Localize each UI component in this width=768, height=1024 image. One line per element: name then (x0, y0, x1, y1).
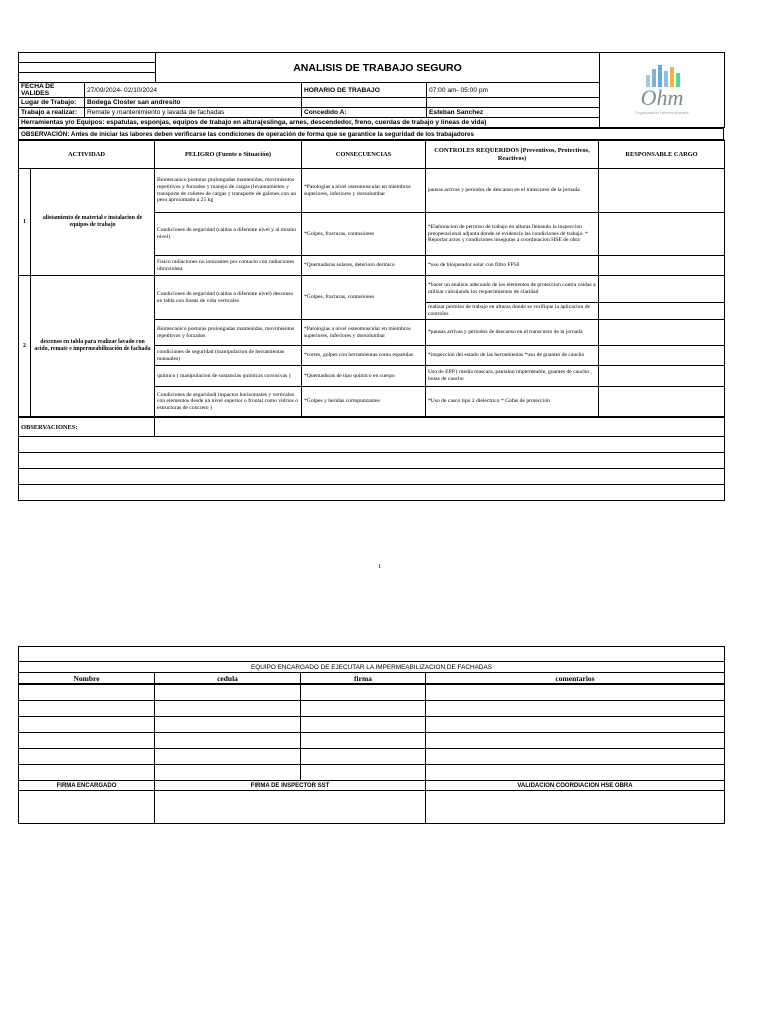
ohm-logo-icon (616, 61, 708, 117)
concedido-value: Esteban Sanchez (427, 108, 600, 118)
responsable-cell (599, 303, 725, 320)
col-nombre: Nombre (19, 673, 155, 685)
peligro-cell: Biomecanico posturas prolongadas mantenidas, movimientos repetitivos y forzados y manejo de cargas (levantamiento y transporte de cuñetes de cargas y transporte de galones con un peso aproximado a 25 kg (155, 169, 302, 213)
responsable-cell (599, 256, 725, 276)
lugar-value: Bodega Closter san andresito (85, 98, 302, 108)
col-cedula: cedula (155, 673, 301, 685)
activity-number: 2 (19, 276, 31, 417)
lugar-label: Lugar de Trabajo: (19, 98, 85, 108)
consecuencias-cell: *Golpes, fracturas, contusiones (302, 213, 426, 256)
concedido-label: Concedido A: (302, 108, 427, 118)
firma-encargado-field[interactable] (19, 791, 155, 824)
consecuencias-cell: *Golpes, fracturas, contusiones (302, 276, 426, 320)
team-row (19, 701, 725, 717)
firma-inspector-label: FIRMA DE INSPECTOR SST (155, 781, 426, 791)
observaciones-label: OBSERVACIONES: (19, 418, 155, 437)
controles-cell: *pausas activas y periodos de descanso en el transcurso de la jornada (426, 320, 599, 346)
col-consecuencias: CONSECUENCIAS (302, 141, 426, 169)
col-firma: firma (301, 673, 426, 685)
col-responsable: RESPONSABLE CARGO (599, 141, 725, 169)
observaciones-line[interactable] (19, 437, 725, 453)
activity-number: 1 (19, 169, 31, 276)
peligro-cell: Condiciones de seguridad (caidas a diferente nivel y al mismo nivel) (155, 213, 302, 256)
responsable-cell (599, 276, 725, 303)
consecuencias-cell: *Quemaduras de tipo quimico en cuerpo (302, 366, 426, 387)
svg-text:Organización Herrera Morales: Organización Herrera Morales (635, 110, 689, 115)
col-controles: CONTROLES REQUERIDOS (Preventivos, Protectivos, Reactivos) (426, 141, 599, 169)
activity-name: alistamiento de material e instalacion de equipos de trabajo (31, 169, 155, 276)
trabajo-value: Remate y mantenimiento y lavada de fachadas (85, 108, 302, 118)
team-row (19, 717, 725, 733)
peligro-cell: Condiciones de seguridad (caidas a diferente nivel) descenso en tabla con lineas de vida verticales (155, 276, 302, 320)
responsable-cell (599, 320, 725, 346)
peligro-cell: quimico ( manipulacion de sustancias quimicas corrosivas ) (155, 366, 302, 387)
page-number: 1 (378, 563, 382, 570)
observaciones-field[interactable] (155, 418, 725, 437)
horario-label: HORARIO DE TRABAJO (302, 83, 427, 98)
form-header (18, 52, 725, 128)
validacion-field[interactable] (426, 791, 725, 824)
responsable-cell (599, 169, 725, 213)
responsable-cell (599, 366, 725, 387)
fecha-value: 27/09/2024- 02/10/2024 (85, 83, 302, 98)
consecuencias-cell: *Patologias a nivel osteomuscular en miembros superiores, inferiores y dorsolumbar (302, 169, 426, 213)
team-row (19, 749, 725, 765)
controles-cell: *hacer un analisis adecuado de los elementos de proteccion contra caidas a utilizar calculando los requerimientos de claridad (426, 276, 599, 303)
ats-form (18, 52, 724, 501)
hazard-table (18, 140, 725, 417)
col-comentarios: comentarios (426, 673, 725, 685)
company-logo (600, 53, 725, 128)
controles-cell: *Uso de casco tipo 2 dielectrico * Gafas de protección (426, 387, 599, 417)
observacion-text: OBSERVACIÓN: Antes de iniciar las labores deben verificarse las condiciones de operación de forma que se garantice la seguridad de los trabajadores (19, 129, 724, 140)
controles-cell: Uso de EPP ( media mascara, pantalon impermeable, guantes de caucho , botas de caucho (426, 366, 599, 387)
activity-name: descenso en tabla para realizar lavado con acido, remate e impermeabilización de fachada (31, 276, 155, 417)
observaciones-section (18, 417, 725, 501)
responsable-cell (599, 213, 725, 256)
consecuencias-cell: *Golpes y heridas cortopunzantes (302, 387, 426, 417)
form-title: ANALISIS DE TRABAJO SEGURO (156, 53, 600, 83)
peligro-cell: Fisico radiaciones no ionizantes por contacto con radiaciones ultravioleta (155, 256, 302, 276)
observaciones-line[interactable] (19, 469, 725, 485)
firma-encargado-label: FIRMA ENCARGADO (19, 781, 155, 791)
team-row (19, 684, 725, 701)
validacion-label: VALIDACION COORDIACION HSE OBRA (426, 781, 725, 791)
col-actividad: ACTIVIDAD (19, 141, 155, 169)
controles-cell: *uso de bloqueador solar con filtro FP50 (426, 256, 599, 276)
observaciones-line[interactable] (19, 453, 725, 469)
col-peligro: PELIGRO (Fuente o Situación) (155, 141, 302, 169)
horario-value: 07:00 am- 05:00 pm (427, 83, 600, 98)
peligro-cell: Condiciones de seguridad( impactos horizontales y verticales con elementos desde un nivel superior o frontal como vidrios o estructuras de concreto ) (155, 387, 302, 417)
peligro-cell: condiciones de seguridad (manipulacion de herramientas manuales) (155, 346, 302, 366)
responsable-cell (599, 346, 725, 366)
responsable-cell (599, 387, 725, 417)
team-title: EQUIPO ENCARGADO DE EJECUTAR LA IMPERMEABILIZACION DE FACHADAS (19, 662, 725, 673)
consecuencias-cell: *Quemaduras solares, deterioro dermico (302, 256, 426, 276)
herramientas-text: Herramientas y/o Equipos: espatulas, esponjas, equipos de trabajo en altura(eslinga, arnes, descendedor, freno, cuerdas de trabajo y lineas de vida) (19, 118, 600, 128)
consecuencias-cell: *cortes, golpes con herramientas como espatulas (302, 346, 426, 366)
observaciones-line[interactable] (19, 485, 725, 501)
trabajo-label: Trabajo a realizar: (19, 108, 85, 118)
svg-text:Ohm: Ohm (640, 85, 684, 110)
peligro-cell: Biomecanico posturas prolongadas mantenidas, movimientos repetitivos y forzados (155, 320, 302, 346)
controles-cell: *inspección del estado de las herramientas *uso de guantes de caucho (426, 346, 599, 366)
controles-cell: pausas activas y periodos de descanso en el transcurso de la jornada (426, 169, 599, 213)
firma-inspector-field[interactable] (155, 791, 426, 824)
team-row (19, 733, 725, 749)
controles-cell: *Elaboracion de permiso de trabajo en alturas llenando la inspeccion preoperacional adjunta donde se evidencie las condiciones de trabajo. * Reportar actos y condiciones inseguras a coordinacion HSE de obra (426, 213, 599, 256)
team-row (19, 765, 725, 781)
consecuencias-cell: *Patologias a nivel osteomuscular en miembros superiores, inferiores y dorsolumbar (302, 320, 426, 346)
fecha-label: FECHA DE VALIDES (19, 83, 85, 98)
controles-cell: realizar permiso de trabajo en alturas donde se verifique la aplicacion de controles (426, 303, 599, 320)
team-form (18, 646, 724, 824)
